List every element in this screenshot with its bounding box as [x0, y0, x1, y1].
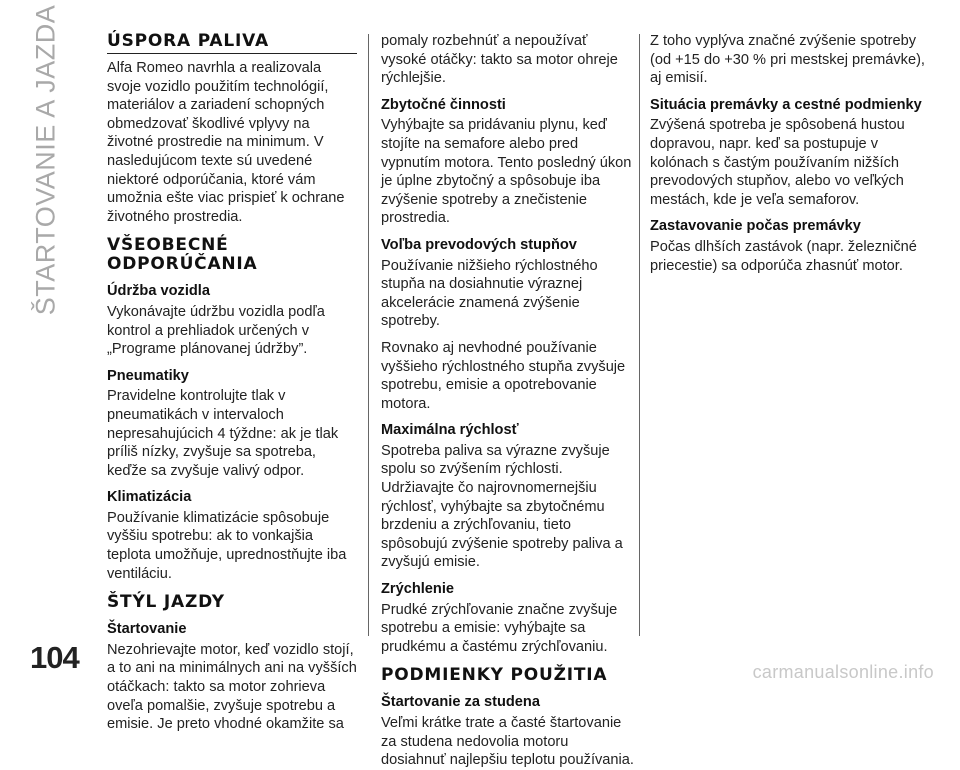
paragraph-continued: Z toho vyplýva značné zvýšenie spotreby (od +15 do +30 % pri mestskej premávke), aj emisií. [650, 33, 925, 87]
paragraph-cold-start: Veľmi krátke trate a časté štartovanie za studena nedovolia motoru dosiahnuť najlepšiu teplotu používania. [381, 715, 634, 769]
paragraph-starting: Nezohrievajte motor, keď vozidlo stojí, a to ani na minimálnych ani na vyšších otáčkach: takto sa motor zohrieva oveľa pomalšie, zvyšuje spotrebu a emisie. Je preto vhodné okamžite sa [107, 641, 357, 733]
main-heading: ÚSPORA PALIVA [107, 32, 357, 54]
watermark: carmanualsonline.info [752, 662, 934, 682]
subheading-useless-actions: Zbytočné činnosti [381, 96, 506, 113]
paragraph-gear-choice-2: Rovnako aj nevhodné používanie vyššieho rýchlostného stupňa zvyšuje spotrebu, emisie a opotrebovanie motora. [381, 339, 626, 412]
chapter-side-title [26, 4, 66, 316]
subheading-tyres: Pneumatiky [107, 367, 189, 384]
paragraph-traffic: Zvýšená spotreba je spôsobená hustou dopravou, napr. keď sa postupuje v kolónach s častým používaním nižších prevodových stupňov, alebo vo veľkých mestách, kde je veľa semaforov. [650, 117, 905, 208]
paragraph-acceleration: Prudké zrýchľovanie značne zvyšuje spotrebu a emisie: vyhýbajte sa prudkému a častému zrýchľovaniu. [381, 601, 618, 655]
section-heading-general: VŠEOBECNÉ ODPORÚČANIA [107, 235, 258, 275]
column-divider [639, 34, 640, 636]
subheading-traffic: Situácia premávky a cestné podmienky [650, 96, 922, 113]
paragraph-maintenance: Vykonávajte údržbu vozidla podľa kontrol a prehliadok určených v „Programe plánovanej údržby”. [107, 303, 325, 358]
subheading-cold-start: Štartovanie za studena [381, 694, 540, 711]
subheading-max-speed: Maximálna rýchlosť [381, 422, 519, 439]
paragraph-max-speed: Spotreba paliva sa výrazne zvyšuje spolu so zvýšením rýchlosti. Udržiavajte čo najrovnomernejšiu rýchlosť, vyhýbajte sa zbytočnému brzdeniu a zrýchľovaniu, tieto spôsobujú zvýšenie spotreby paliva a zvyšujú emisie. [381, 442, 623, 571]
paragraph-gear-choice-1: Používanie nižšieho rýchlostného stupňa na dosiahnutie výraznej akcelerácie znamená zvýšenie spotreby. [381, 257, 598, 330]
subheading-acceleration: Zrýchlenie [381, 581, 454, 598]
paragraph-useless-actions: Vyhýbajte sa pridávaniu plynu, keď stojíte na semafore alebo pred vypnutím motora. Tento posledný úkon je úplne zbytočný a spôsobuje iba zvýšenie spotreby a znečistenie prostredia. [381, 117, 632, 227]
column-divider [368, 34, 369, 636]
subheading-gear-choice: Voľba prevodových stupňov [381, 236, 577, 253]
intro-paragraph: Alfa Romeo navrhla a realizovala svoje vozidlo použitím technológií, materiálov a zariadení schopných obmedzovať škodlivé vplyvy na životné prostredie na minimum. V nasledujúcom texte sú uvedené niektoré odporúčania, ktoré vám umožnia ešte viac prispieť k ochrane životného prostredia. [107, 60, 345, 225]
paragraph-stopping: Počas dlhších zastávok (napr. železničné priecestie) sa odporúča zhasnúť motor. [650, 238, 917, 274]
subheading-climate: Klimatizácia [107, 489, 192, 506]
paragraph-tyres: Pravidelne kontrolujte tlak v pneumatikách v intervaloch nepresahujúcich 4 týždne: ak je tlak príliš nízky, zvyšuje sa spotreba, keďže sa zvyšuje valivý odpor. [107, 388, 339, 479]
text-column-3 [650, 32, 928, 275]
page-number: 104 [30, 640, 79, 675]
subheading-maintenance: Údržba vozidla [107, 283, 210, 300]
paragraph-continued: pomaly rozbehnúť a nepoužívať vysoké otáčky: takto sa motor ohreje rýchlejšie. [381, 33, 618, 87]
subheading-starting: Štartovanie [107, 621, 187, 638]
chapter-title-text: ŠTARTOVANIE A JAZDA [30, 4, 61, 316]
subheading-stopping: Zastavovanie počas premávky [650, 218, 861, 235]
section-heading-driving-style: ŠTÝL JAZDY [107, 592, 225, 613]
section-heading-conditions: PODMIENKY POUŽITIA [381, 665, 608, 686]
text-column-1 [107, 32, 357, 734]
paragraph-climate: Používanie klimatizácie spôsobuje vyššiu spotrebu: ak to vonkajšia teplota umožňuje, uprednostňujte iba ventiláciu. [107, 509, 347, 582]
text-column-2 [381, 32, 635, 770]
